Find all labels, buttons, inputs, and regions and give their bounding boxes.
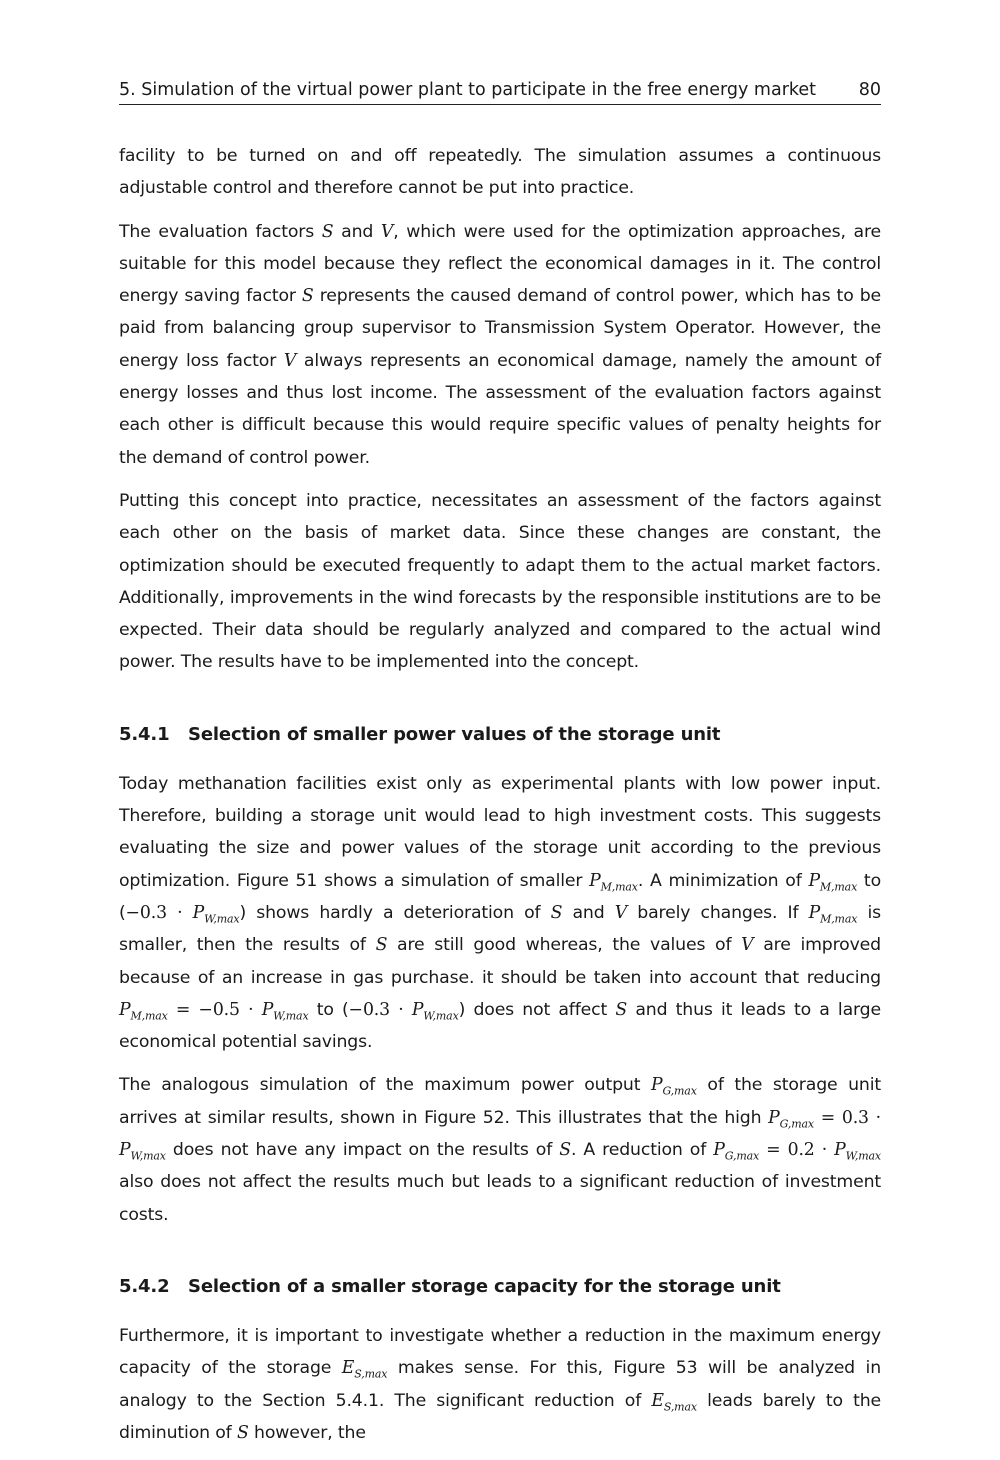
paragraph-5: The analogous simulation of the maximum power output $P_{G,max}$ of the storage unit arrives at similar results, shown in Figure 52. This illustrates that the high $P_{G,max} = 0.3 \cdot P_{W,max}$ does not have any impact on the results of S. A reduction of $P_{G,max} = 0.2 \cdot P_{W,max}$ also does not affect the results much but leads to a significant reduction of investment costs.	[119, 1075, 882, 1225]
section-heading-5-4-2	[119, 1271, 881, 1303]
math-var-v: V	[380, 221, 394, 242]
math-var-s: S	[321, 221, 334, 242]
section-title: Selection of a smaller storage capacity for the storage unit	[188, 1275, 781, 1297]
paragraph-3: Putting this concept into practice, necessitates an assessment of the factors against each other on the basis of market data. Since these changes are constant, the optimization should be executed frequently to adapt them to the actual market factors. Additionally, improvements in the wind forecasts by the responsible institutions are to be expected. Their data should be regularly analyzed and compared to the actual wind power. The results have to be implemented into the concept.	[119, 490, 881, 673]
page-number: 80	[858, 80, 881, 100]
chapter-title: 5. Simulation of the virtual power plant to participate in the free energy market	[119, 80, 817, 100]
section-number: 5.4.2	[119, 1275, 170, 1297]
section-title: Selection of smaller power values of the storage unit	[188, 723, 721, 745]
section-number: 5.4.1	[119, 723, 170, 745]
body-text	[119, 140, 881, 1460]
section-heading-5-4-1	[119, 719, 881, 751]
paragraph-6: Furthermore, it is important to investigate whether a reduction in the maximum energy capacity of the storage $E_{S,max}$ makes sense. For this, Figure 53 will be analyzed in analogy to the Section 5.4.1. The significant reduction of $E_{S,max}$ leads barely to the diminution of S however, the	[119, 1325, 881, 1443]
running-header	[119, 80, 881, 105]
paragraph-1: facility to be turned on and off repeatedly. The simulation assumes a continuous adjustable control and therefore cannot be put into practice.	[119, 146, 881, 199]
paragraph-4: Today methanation facilities exist only as experimental plants with low power input. Therefore, building a storage unit would lead to high investment costs. This suggests evaluating the size and power values of the storage unit according to the previous optimization. Figure 51 shows a simulation of smaller $P_{M,max}$. A minimization of $P_{M,max}$ to $(-0.3 \cdot P_{W,max})$ shows hardly a deterioration of S and V barely changes. If $P_{M,max}$ is smaller, then the results of S are still good whereas, the values of V are improved because of an increase in gas purchase. it should be taken into account that reducing $P_{M,max} = -0.5 \cdot P_{W,max}$ to $(-0.3 \cdot P_{W,max})$ does not affect S and thus it leads to a large economical potential savings.	[119, 773, 881, 1053]
paragraph-2: The evaluation factors S and V, which were used for the optimization approaches, are suitable for this model because they reflect the economical damages in it. The control energy saving factor S represents the caused demand of control power, which has to be paid from balancing group supervisor to Transmission System Operator. However, the energy loss factor V always represents an economical damage, namely the amount of energy losses and thus lost income. The assessment of the evaluation factors against each other is difficult because this would require specific values of penalty heights for the demand of control power.	[119, 221, 881, 468]
